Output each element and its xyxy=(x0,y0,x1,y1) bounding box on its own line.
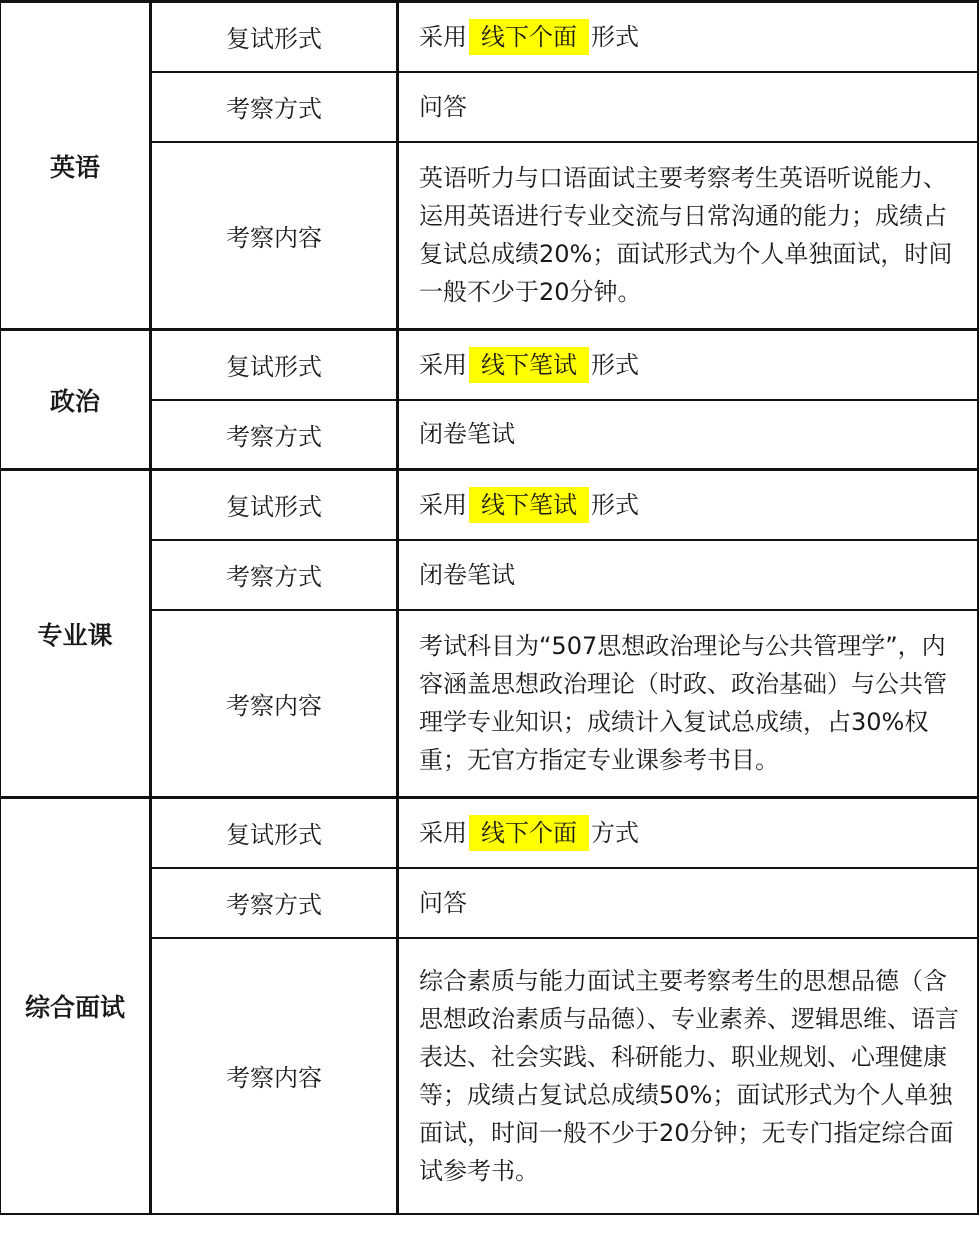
value-prefix: 采用 xyxy=(419,22,467,51)
table-row xyxy=(1,798,979,868)
subject-cell: 政治 xyxy=(1,330,151,470)
label-cell: 考察方式 xyxy=(151,400,398,470)
value-prefix: 采用 xyxy=(419,818,467,847)
subject-cell: 综合面试 xyxy=(1,798,151,1214)
label-cell: 考察内容 xyxy=(151,610,398,798)
subject-cell: 专业课 xyxy=(1,470,151,798)
label-cell: 考察内容 xyxy=(151,142,398,330)
label-cell: 复试形式 xyxy=(151,2,398,72)
section-major xyxy=(1,470,979,798)
table-row xyxy=(1,330,979,400)
value-suffix: 形式 xyxy=(591,22,639,51)
value-prefix: 采用 xyxy=(419,350,467,379)
value-cell: 问答 xyxy=(398,72,979,142)
label-cell: 考察方式 xyxy=(151,868,398,938)
value-suffix: 形式 xyxy=(591,490,639,519)
value-prefix: 采用 xyxy=(419,490,467,519)
value-cell xyxy=(398,798,979,868)
value-cell: 综合素质与能力面试主要考察考生的思想品德（含思想政治素质与品德）、专业素养、逻辑思维、语言表达、社会实践、科研能力、职业规划、心理健康等；成绩占复试总成绩50%；面试形式为个人单独面试，时间一般不少于20分钟；无专门指定综合面试参考书。 xyxy=(398,938,979,1214)
label-cell: 复试形式 xyxy=(151,330,398,400)
value-cell xyxy=(398,2,979,72)
section-politics xyxy=(1,330,979,470)
label-cell: 考察内容 xyxy=(151,938,398,1214)
highlight-text: 线下笔试 xyxy=(469,487,589,523)
value-suffix: 方式 xyxy=(591,818,639,847)
highlight-text: 线下个面 xyxy=(469,19,589,55)
value-cell: 考试科目为“507思想政治理论与公共管理学”，内容涵盖思想政治理论（时政、政治基础）与公共管理学专业知识；成绩计入复试总成绩，占30%权重；无官方指定专业课参考书目。 xyxy=(398,610,979,798)
label-cell: 考察方式 xyxy=(151,72,398,142)
value-cell: 闭卷笔试 xyxy=(398,540,979,610)
section-interview xyxy=(1,798,979,1214)
subject-cell: 英语 xyxy=(1,2,151,330)
table-row xyxy=(1,470,979,540)
highlight-text: 线下笔试 xyxy=(469,347,589,383)
label-cell: 复试形式 xyxy=(151,470,398,540)
value-cell: 问答 xyxy=(398,868,979,938)
value-cell: 闭卷笔试 xyxy=(398,400,979,470)
value-cell xyxy=(398,330,979,400)
value-cell: 英语听力与口语面试主要考察考生英语听说能力、运用英语进行专业交流与日常沟通的能力；成绩占复试总成绩20%；面试形式为个人单独面试，时间一般不少于20分钟。 xyxy=(398,142,979,330)
highlight-text: 线下个面 xyxy=(469,815,589,851)
value-cell xyxy=(398,470,979,540)
section-english xyxy=(1,2,979,330)
label-cell: 复试形式 xyxy=(151,798,398,868)
value-suffix: 形式 xyxy=(591,350,639,379)
table-row xyxy=(1,2,979,72)
label-cell: 考察方式 xyxy=(151,540,398,610)
